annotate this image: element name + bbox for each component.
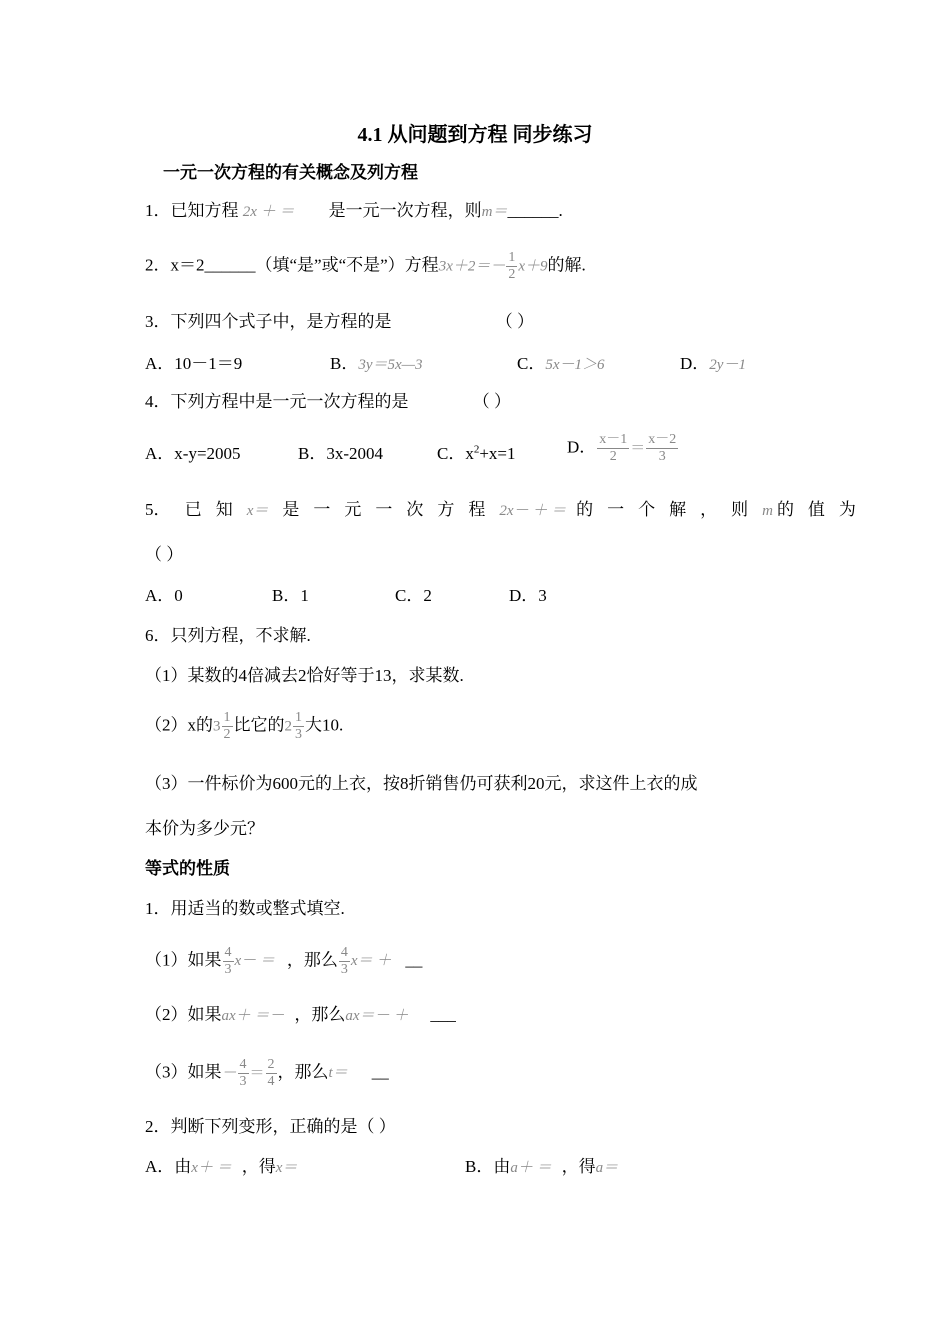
- answer-blank: ___: [430, 1005, 456, 1024]
- answer-blank: ______: [507, 201, 559, 220]
- option-b: B．1: [272, 586, 309, 605]
- s2-question-1: 1．用适当的数或整式填空.: [145, 899, 345, 918]
- question-3-options: [145, 352, 746, 376]
- answer-blank: __: [405, 950, 423, 970]
- option-c: C．5x－1＞6: [517, 354, 605, 373]
- question-4-options: [145, 432, 677, 466]
- s2-question-2: 2．判断下列变形，正确的是（ ）: [145, 1117, 396, 1136]
- option-b: B．3y＝5x—3: [330, 354, 423, 373]
- question-6-part-3-cont: 本价为多少元？: [145, 819, 264, 838]
- fraction: $\frac{1}{2}$: [508, 250, 516, 282]
- s2-question-2-options: [145, 1155, 619, 1180]
- section-heading-equations: 一元一次方程的有关概念及列方程: [163, 163, 418, 182]
- s2-question-1-part-3: （3）如果－ $\frac{4}{3}$ ＝ $\frac{2}{4}$ ，那么t＝ __: [145, 1057, 389, 1089]
- question-6-part-2: （2）x的3 $\frac{1}{2}$ 比它的2 $\frac{1}{3}$ 大10.: [145, 710, 344, 742]
- option-b: B．由a＋ ＝ ，得a＝: [465, 1157, 619, 1176]
- question-5: 5． 已知x＝ 是一元一次方程2x－ ＋ ＝ 的一个解，则m 的值为: [145, 500, 870, 519]
- question-6: 6．只列方程，不求解.: [145, 626, 311, 645]
- question-2: 2．x＝2______（填“是”或“不是”）方程3x＋2＝－ $\frac{1}{2}$ x＋9的解.: [145, 250, 586, 282]
- equation-expr: 2x ＋ ＝: [242, 204, 295, 220]
- option-a: A．10－1＝9: [145, 354, 243, 373]
- question-3: 3．下列四个式子中，是方程的是 （ ）: [145, 312, 534, 331]
- option-d: D．2y－1: [680, 354, 746, 373]
- option-d: D．3: [509, 586, 547, 605]
- page-title: 4.1 从问题到方程 同步练习: [357, 124, 593, 146]
- option-a: A．由x＋ ＝ ，得x＝: [145, 1157, 298, 1176]
- question-5-options: [145, 584, 547, 608]
- question-6-part-3: （3）一件标价为600元的上衣，按8折销售仍可获利20元，求这件上衣的成: [145, 774, 698, 793]
- section-heading-properties: 等式的性质: [145, 859, 230, 878]
- option-c: C．2: [395, 586, 432, 605]
- s2-question-1-part-2: （2）如果ax＋ ＝－ ，那么ax＝－ ＋ ___: [145, 1005, 456, 1024]
- option-b: B．3x-2004: [298, 444, 384, 463]
- option-c: C．$x^2+x=1$: [437, 443, 516, 463]
- option-d: D． $\frac{x-1}{2}$ ＝ $\frac{x-2}{3}$: [567, 432, 677, 464]
- answer-blank: ______: [204, 255, 256, 275]
- question-5-paren: （ ）: [145, 545, 184, 564]
- question-6-part-1: （1）某数的4倍减去2恰好等于13，求某数.: [145, 666, 464, 685]
- option-a: A．0: [145, 586, 183, 605]
- answer-blank: __: [371, 1062, 389, 1082]
- question-4: 4．下列方程中是一元一次方程的是 （ ）: [145, 392, 511, 411]
- s2-question-1-part-1: （1）如果 $\frac{4}{3}$ x－ ＝ ，那么 $\frac{4}{3}$ x＝ ＋ __: [145, 945, 423, 977]
- option-a: A．x-y=2005: [145, 444, 241, 463]
- question-1: 1．已知方程 2x ＋ ＝ 是一元一次方程，则m＝______.: [145, 201, 563, 220]
